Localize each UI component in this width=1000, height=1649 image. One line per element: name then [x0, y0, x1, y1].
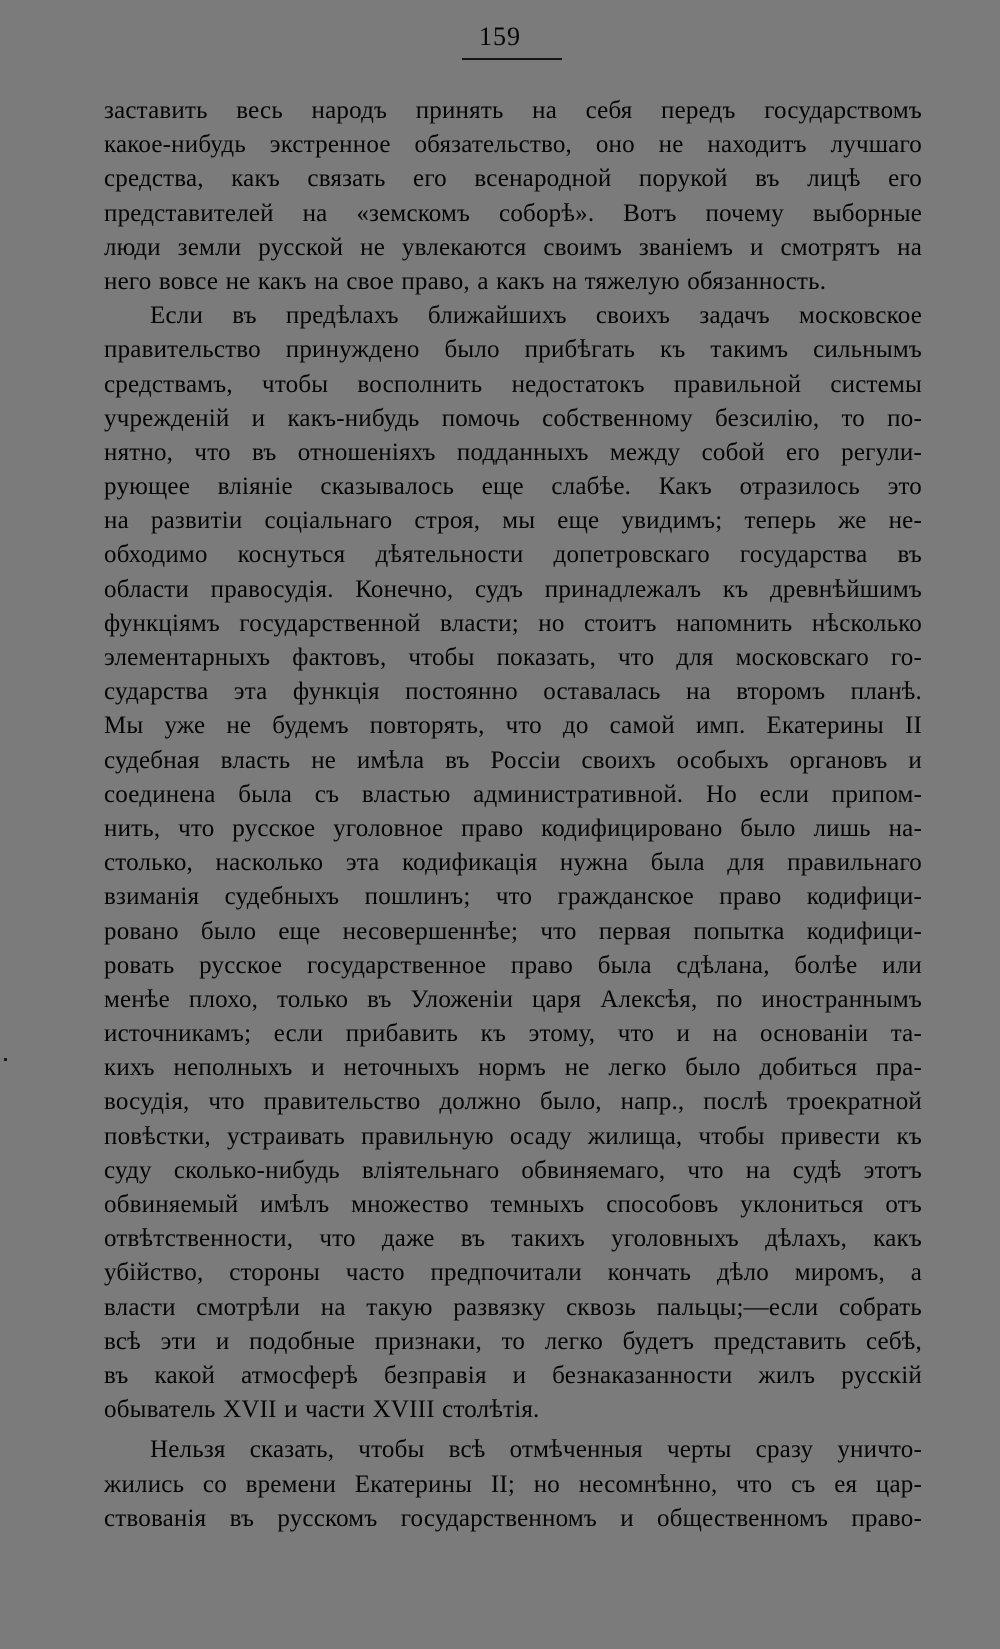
text-line: на развитіи соціальнаго строя, мы еще увидимъ; теперь же не-: [104, 507, 922, 535]
text-line: менѣе плохо, только въ Уложеніи царя Алексѣя, по иностраннымъ: [104, 985, 922, 1013]
text-line: въ какой атмосферѣ безправія и безнаказанности жилъ русскій: [104, 1361, 922, 1389]
text-line: заставить весь народъ принять на себя передъ государствомъ: [104, 97, 922, 124]
text-line: средствамъ, чтобы восполнить недостатокъ правильной системы: [104, 370, 922, 398]
text-line: средства, какъ связать его всенародной порукой въ лицѣ его: [104, 165, 922, 193]
text-line: судебная власть не имѣла въ Россіи своихъ особыхъ органовъ и: [104, 746, 922, 774]
page-number: 159: [479, 22, 521, 51]
text-line: убійство, стороны часто предпочитали кончать дѣло миромъ, а: [104, 1259, 922, 1287]
text-line: власти смотрѣли на такую развязку сквозь пальцы;—если собрать: [104, 1293, 922, 1321]
text-line: взиманія судебныхъ пошлинъ; что гражданское право кодифици-: [104, 883, 922, 911]
text-line: всѣ эти и подобные признаки, то легко будетъ представить себѣ,: [104, 1327, 922, 1355]
text-line: учрежденій и какъ-нибудь помочь собственному безсилію, то по-: [104, 404, 922, 432]
text-line: области правосудія. Конечно, судъ принадлежалъ къ древнѣйшимъ: [104, 575, 922, 603]
text-line: жились со времени Екатерины II; но несомнѣнно, что съ ея цар-: [104, 1470, 922, 1498]
text-line: люди земли русской не увлекаются своимъ званіемъ и смотрятъ на: [104, 233, 922, 261]
text-line: соединена была съ властью административной. Но если припом-: [104, 780, 922, 808]
margin-speck: [4, 1058, 7, 1061]
text-line: элементарныхъ фактовъ, чтобы показать, что для московскаго го-: [104, 644, 922, 671]
text-line: сударства эта функція постоянно оставалась на второмъ планѣ.: [104, 678, 922, 706]
text-line: обходимо коснуться дѣятельности допетровскаго государства въ: [104, 541, 922, 569]
text-line: нятно, что въ отношеніяхъ подданныхъ между собой его регули-: [104, 438, 922, 466]
paragraph: [104, 299, 922, 1427]
text-line: ровано было еще несовершеннѣе; что первая попытка кодифици-: [104, 917, 922, 945]
paragraph: [104, 94, 922, 299]
text-line: источникамъ; если прибавить къ этому, что и на основаніи та-: [104, 1020, 922, 1048]
text-line: нить, что русское уголовное право кодифицировано было лишь на-: [104, 814, 922, 842]
text-line: суду сколько-нибудь вліятельнаго обвиняемаго, что на судѣ этотъ: [104, 1156, 922, 1184]
text-line: какое-нибудь экстренное обязательство, оно не находитъ лучшаго: [104, 131, 922, 159]
text-line: представителей на «земскомъ соборѣ». Вотъ почему выборные: [104, 199, 922, 227]
page-number-rule: [462, 58, 562, 60]
text-line: обвиняемый имѣлъ множество темныхъ способовъ уклониться отъ: [104, 1191, 922, 1218]
text-line: кихъ неполныхъ и неточныхъ нормъ не легко было добиться пра-: [104, 1054, 922, 1082]
text-line: обыватель XVII и части XVIII столѣтія.: [104, 1396, 540, 1424]
text-line: Если въ предѣлахъ ближайшихъ своихъ задачъ московское: [150, 302, 922, 330]
paragraph: [104, 1433, 922, 1536]
text-line: ровать русское государственное право была сдѣлана, болѣе или: [104, 951, 922, 979]
text-line: столько, насколько эта кодификація нужна была для правильнаго: [104, 849, 922, 877]
text-line: повѣстки, устраивать правильную осаду жилища, чтобы привести къ: [104, 1122, 922, 1150]
page-text-body: [104, 94, 922, 1536]
text-line: Мы уже не будемъ повторять, что до самой имп. Екатерины II: [104, 712, 922, 740]
text-line: ствованія въ русскомъ государственномъ и общественномъ право-: [104, 1504, 922, 1532]
text-line: него вовсе не какъ на свое право, а какъ на тяжелую обязанность.: [104, 267, 827, 295]
text-line: функціямъ государственной власти; но стоитъ напомнить нѣсколько: [104, 609, 922, 637]
text-line: Нельзя сказать, чтобы всѣ отмѣченныя черты сразу уничто-: [150, 1436, 922, 1464]
text-line: правительство принуждено было прибѣгать къ такимъ сильнымъ: [104, 336, 922, 364]
text-line: восудія, что правительство должно было, напр., послѣ троекратной: [104, 1088, 922, 1116]
text-line: отвѣтственности, что даже въ такихъ уголовныхъ дѣлахъ, какъ: [104, 1225, 922, 1253]
text-line: рующее вліяніе сказывалось еще слабѣе. Какъ отразилось это: [104, 473, 922, 501]
